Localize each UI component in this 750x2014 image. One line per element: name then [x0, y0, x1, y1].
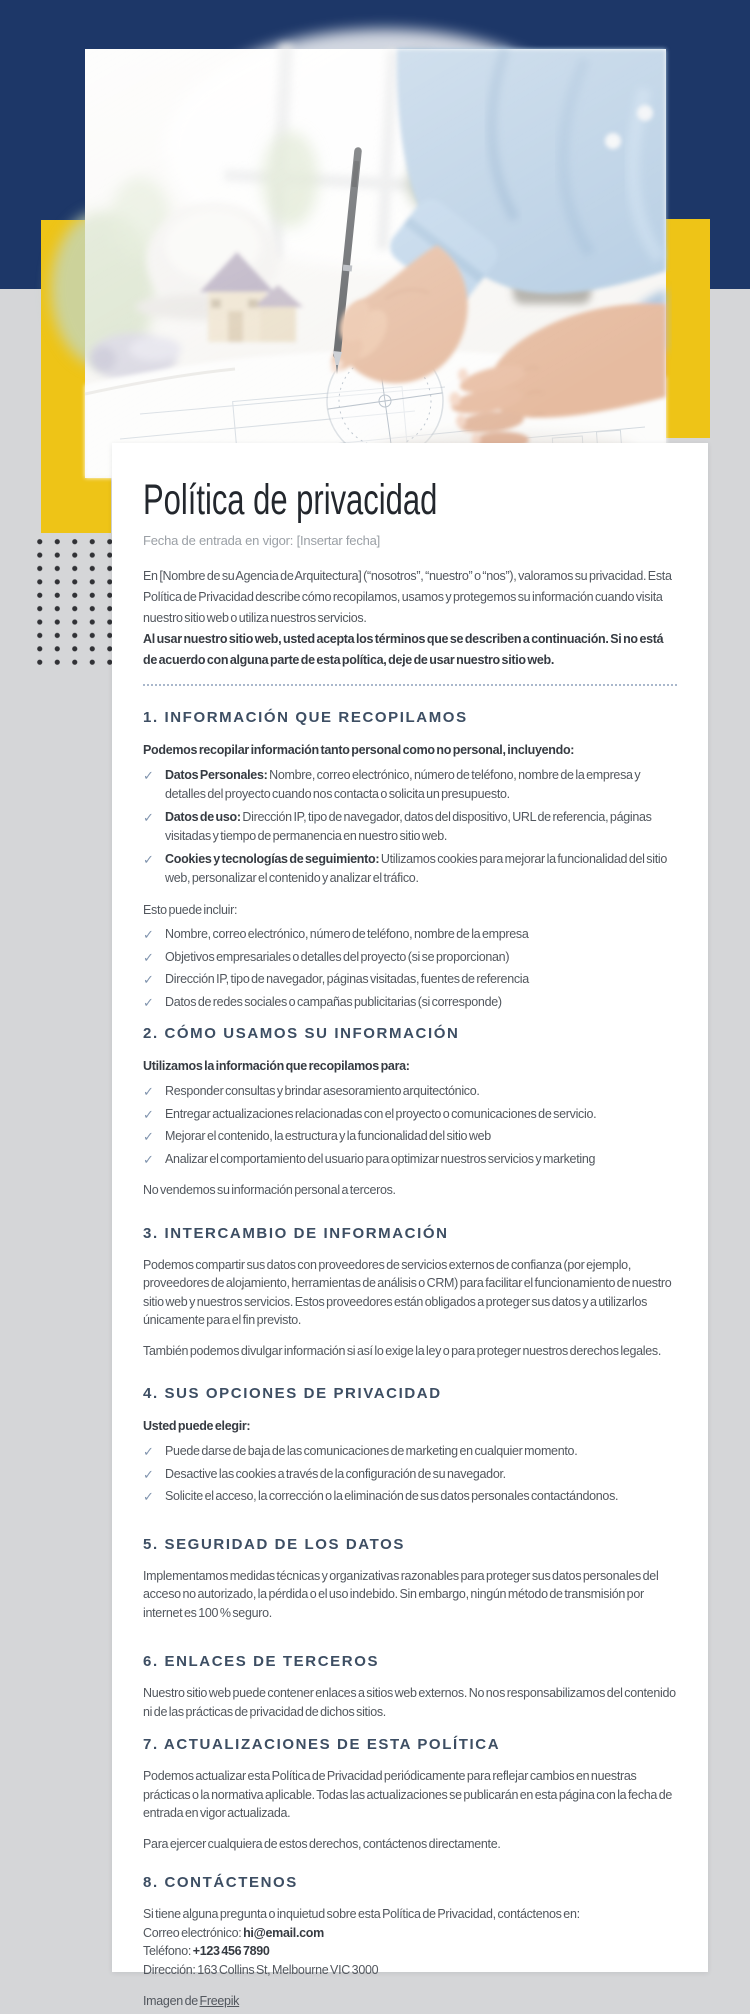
check-item-text: Desactive las cookies a través de la configuración de su navegador. [165, 1466, 506, 1481]
check-icon: ✓ [143, 972, 154, 987]
check-list [143, 1082, 677, 1169]
check-icon: ✓ [143, 1084, 154, 1099]
check-icon: ✓ [143, 994, 154, 1010]
section-heading: 7. ACTUALIZACIONES DE ESTA POLÍTICA [143, 1736, 501, 1753]
dots-decoration [31, 535, 119, 669]
check-item [143, 1127, 677, 1147]
hero-photo [85, 49, 666, 478]
section-paragraph: Si tiene alguna pregunta o inquietud sobre esta Política de Privacidad, contáctenos en: [143, 1907, 580, 1921]
page-title: Política de privacidad [143, 476, 438, 524]
contact-line: Teléfono: +123 456 7890 [143, 1944, 270, 1958]
section-lead: Utilizamos la información que recopilamos para: [143, 1059, 410, 1073]
policy-section-4 [143, 1384, 677, 1507]
check-item [143, 850, 677, 889]
section-paragraph: Nuestro sitio web puede contener enlaces a sitios web externos. No nos responsabilizamos del contenido ni de las prácticas de privacidad de dichos sitios. [143, 1686, 676, 1719]
policy-sections [143, 708, 677, 1980]
check-item [143, 808, 677, 847]
section-paragraph: Podemos compartir sus datos con proveedores de servicios externos de confianza (por ejemplo, proveedores de alojamiento, herramientas de análisis o CRM) para facilitar el funcionamiento de nuestro sitio web y nuestros servicios. Estos proveedores están obligados a proteger sus datos y a utilizarlos únicamente para el fin previsto. [143, 1257, 672, 1327]
intro-text: En [Nombre de su Agencia de Arquitectura] (“nosotros”, “nuestro” o “nos”), valoramos su privacidad. Esta Política de Privacidad describe cómo recopilamos, usamos y protegemos su información cuando visita nuestro sitio web o utiliza nuestros servicios. [143, 569, 672, 625]
check-item-text: Objetivos empresariales o detalles del proyecto (si se proporcionan) [165, 949, 510, 964]
policy-section-6 [143, 1652, 677, 1721]
check-item-text: Entregar actualizaciones relacionadas con el proyecto o comunicaciones de servicio. [165, 1106, 597, 1121]
check-item [143, 993, 677, 1013]
check-icon: ✓ [143, 927, 154, 942]
section-lead: Podemos recopilar información tanto personal como no personal, incluyendo: [143, 742, 575, 757]
check-item [143, 1487, 677, 1507]
section-heading: 6. ENLACES DE TERCEROS [143, 1653, 380, 1670]
policy-section-8 [143, 1873, 677, 1979]
check-icon: ✓ [143, 949, 154, 965]
effective-date: Fecha de entrada en vigor: [Insertar fecha] [143, 533, 381, 548]
check-icon: ✓ [143, 1151, 154, 1167]
check-item-text: Datos de uso: Dirección IP, tipo de navegador, datos del dispositivo, URL de referencia, páginas visitadas y tiempo de permanencia en nuestro sitio web. [165, 809, 652, 843]
section-paragraph: También podemos divulgar información si así lo exige la ley o para proteger nuestros derechos legales. [143, 1343, 662, 1358]
check-item [143, 1082, 677, 1102]
credit-prefix: Imagen de [143, 1994, 200, 2008]
check-item-text: Dirección IP, tipo de navegador, páginas visitadas, fuentes de referencia [165, 972, 529, 986]
section-heading: 4. SUS OPCIONES DE PRIVACIDAD [143, 1385, 442, 1402]
intro-paragraph [143, 566, 677, 671]
section-paragraph: Implementamos medidas técnicas y organizativas razonables para proteger sus datos personales del acceso no autorizado, la pérdida o el uso indebido. Sin embargo, ningún método de transmisión por internet es 100 % seguro. [143, 1568, 659, 1620]
section-paragraph: Podemos actualizar esta Política de Privacidad periódicamente para reflejar cambios en nuestras prácticas o la normativa aplicable. Todas las actualizaciones se publicarán en esta página con la fecha de entrada en vigor actualizada. [143, 1769, 673, 1820]
check-item-text: Datos Personales: Nombre, correo electrónico, número de teléfono, nombre de la empresa y detalles del proyecto cuando nos contacta o solicita un presupuesto. [165, 767, 641, 801]
check-icon: ✓ [143, 767, 154, 783]
check-item [143, 1442, 677, 1462]
check-item [143, 1150, 677, 1170]
check-icon: ✓ [143, 1466, 154, 1482]
section-heading: 2. CÓMO USAMOS SU INFORMACIÓN [143, 1025, 460, 1042]
check-item-text: Responder consultas y brindar asesoramiento arquitectónico. [165, 1084, 480, 1098]
freepik-link[interactable]: Freepik [199, 1994, 240, 2008]
check-icon: ✓ [143, 809, 154, 825]
check-item [143, 925, 677, 945]
check-item [143, 766, 677, 805]
section-paragraph: Esto puede incluir: [143, 902, 238, 917]
section-paragraph: No vendemos su información personal a terceros. [143, 1183, 396, 1197]
policy-section-1 [143, 708, 677, 1013]
dotted-divider [143, 684, 677, 686]
check-item-text: Cookies y tecnologías de seguimiento: Utilizamos cookies para mejorar la funcionalidad del sitio web, personalizar el contenido y analizar el tráfico. [165, 851, 668, 885]
check-list [143, 925, 677, 1012]
check-icon: ✓ [143, 1106, 154, 1122]
check-list [143, 1442, 677, 1507]
check-item-text: Analizar el comportamiento del usuario para optimizar nuestros servicios y marketing [165, 1151, 596, 1166]
check-item-text: Nombre, correo electrónico, número de teléfono, nombre de la empresa [165, 927, 529, 941]
check-item [143, 948, 677, 968]
check-icon: ✓ [143, 1489, 154, 1504]
check-icon: ✓ [143, 1129, 154, 1144]
section-lead: Usted puede elegir: [143, 1419, 251, 1433]
section-heading: 3. INTERCAMBIO DE INFORMACIÓN [143, 1224, 449, 1242]
check-item-text: Mejorar el contenido, la estructura y la funcionalidad del sitio web [165, 1129, 491, 1143]
contact-line: Dirección: 163 Collins St, Melbourne VIC 3000 [143, 1962, 379, 1977]
policy-section-2 [143, 1024, 677, 1200]
check-icon: ✓ [143, 1444, 154, 1459]
policy-section-3 [143, 1224, 677, 1361]
section-heading: 1. INFORMACIÓN QUE RECOPILAMOS [143, 708, 468, 726]
check-list [143, 766, 677, 889]
yellow-bar-right [666, 219, 710, 438]
contact-line: Correo electrónico: hi@email.com [143, 1925, 324, 1940]
check-item [143, 970, 677, 990]
intro-emphasis: Al usar nuestro sitio web, usted acepta los términos que se describen a continuación. Si no está de acuerdo con alguna parte de esta política, deje de usar nuestro sitio web. [143, 632, 664, 667]
check-item [143, 1105, 677, 1125]
policy-section-5 [143, 1535, 677, 1623]
check-item-text: Datos de redes sociales o campañas publicitarias (si corresponde) [165, 994, 502, 1009]
section-heading: 8. CONTÁCTENOS [143, 1874, 298, 1891]
policy-card [112, 443, 708, 2008]
section-heading: 5. SEGURIDAD DE LOS DATOS [143, 1535, 405, 1553]
check-item-text: Solicite el acceso, la corrección o la eliminación de sus datos personales contactándonos. [165, 1489, 619, 1503]
check-item [143, 1465, 677, 1485]
check-item-text: Puede darse de baja de las comunicaciones de marketing en cualquier momento. [165, 1444, 578, 1458]
policy-section-7 [143, 1735, 677, 1853]
section-paragraph: Para ejercer cualquiera de estos derechos, contáctenos directamente. [143, 1836, 501, 1851]
image-credit [143, 1992, 677, 2011]
check-icon: ✓ [143, 851, 154, 867]
